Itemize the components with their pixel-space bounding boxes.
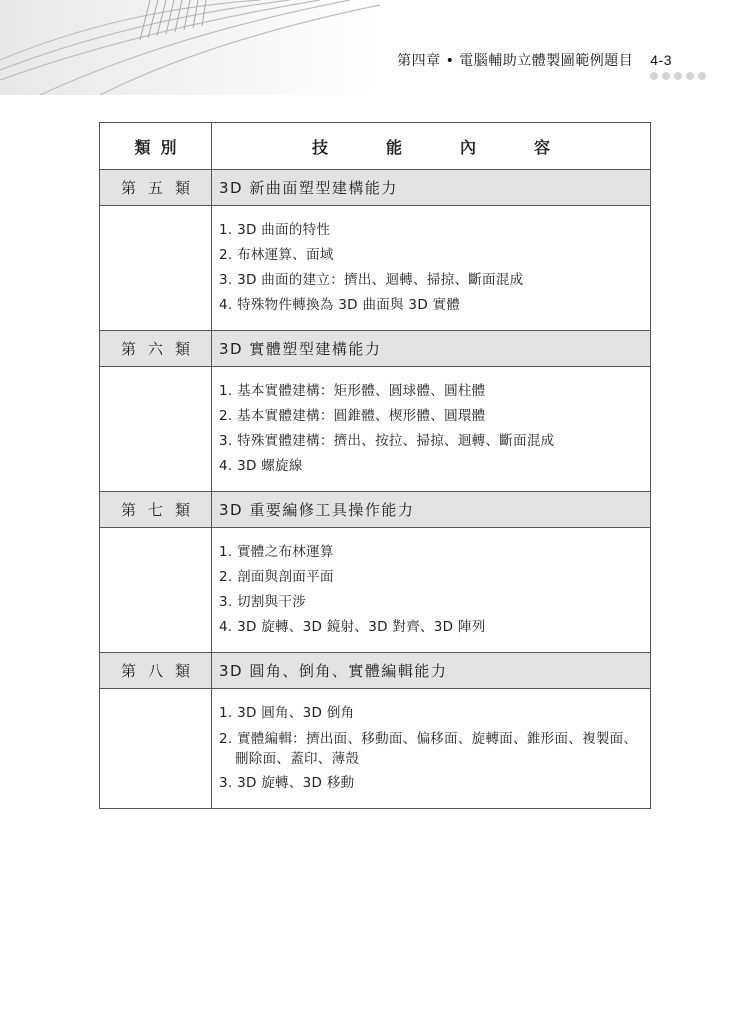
skills-table — [99, 122, 651, 809]
list-item: 4. 特殊物件轉換為 3D 曲面與 3D 實體 — [219, 297, 461, 313]
list-item: 3. 切割與干涉 — [219, 594, 307, 610]
header-dots-decoration — [650, 72, 706, 80]
category-label: 第七類 — [100, 492, 212, 528]
skill-list — [219, 540, 640, 640]
skill-list — [219, 701, 640, 796]
header-content: 技能內容 — [212, 123, 651, 170]
list-item: 3. 3D 旋轉、3D 移動 — [219, 775, 355, 791]
list-item: 2. 剖面與剖面平面 — [219, 569, 334, 585]
items-row — [100, 206, 651, 331]
category-title: 3D 圓角、倒角、實體編輯能力 — [212, 653, 651, 689]
list-item: 1. 3D 圓角、3D 倒角 — [219, 705, 355, 721]
header-category: 類別 — [100, 123, 212, 170]
running-header — [397, 50, 672, 70]
list-item: 3. 3D 曲面的建立：擠出、迴轉、掃掠、斷面混成 — [219, 272, 524, 288]
list-item: 1. 基本實體建構：矩形體、圓球體、圓柱體 — [219, 383, 486, 399]
list-item: 2. 布林運算、面域 — [219, 247, 334, 263]
items-row — [100, 367, 651, 492]
list-item: 4. 3D 螺旋線 — [219, 458, 303, 474]
category-title: 3D 實體塑型建構能力 — [212, 331, 651, 367]
list-item: 1. 3D 曲面的特性 — [219, 222, 331, 238]
list-item: 2. 基本實體建構：圓錐體、楔形體、圓環體 — [219, 408, 486, 424]
category-row — [100, 170, 651, 206]
corner-decoration — [0, 0, 380, 95]
items-row — [100, 689, 651, 809]
skill-list — [219, 379, 640, 479]
page-number: 4-3 — [650, 52, 672, 68]
skill-list — [219, 218, 640, 318]
list-item: 1. 實體之布林運算 — [219, 544, 334, 560]
list-item: 2. 實體編輯：擠出面、移動面、偏移面、旋轉面、錐形面、複製面、刪除面、蓋印、薄殼 — [219, 731, 638, 767]
category-title: 3D 新曲面塑型建構能力 — [212, 170, 651, 206]
category-row — [100, 331, 651, 367]
table-header-row — [100, 123, 651, 170]
category-label: 第五類 — [100, 170, 212, 206]
items-row — [100, 528, 651, 653]
list-item: 3. 特殊實體建構：擠出、按拉、掃掠、迴轉、斷面混成 — [219, 433, 555, 449]
category-row — [100, 653, 651, 689]
chapter-title: 第四章 • 電腦輔助立體製圖範例題目 — [397, 53, 634, 69]
list-item: 4. 3D 旋轉、3D 鏡射、3D 對齊、3D 陣列 — [219, 619, 486, 635]
category-label: 第六類 — [100, 331, 212, 367]
category-row — [100, 492, 651, 528]
category-title: 3D 重要編修工具操作能力 — [212, 492, 651, 528]
category-label: 第八類 — [100, 653, 212, 689]
